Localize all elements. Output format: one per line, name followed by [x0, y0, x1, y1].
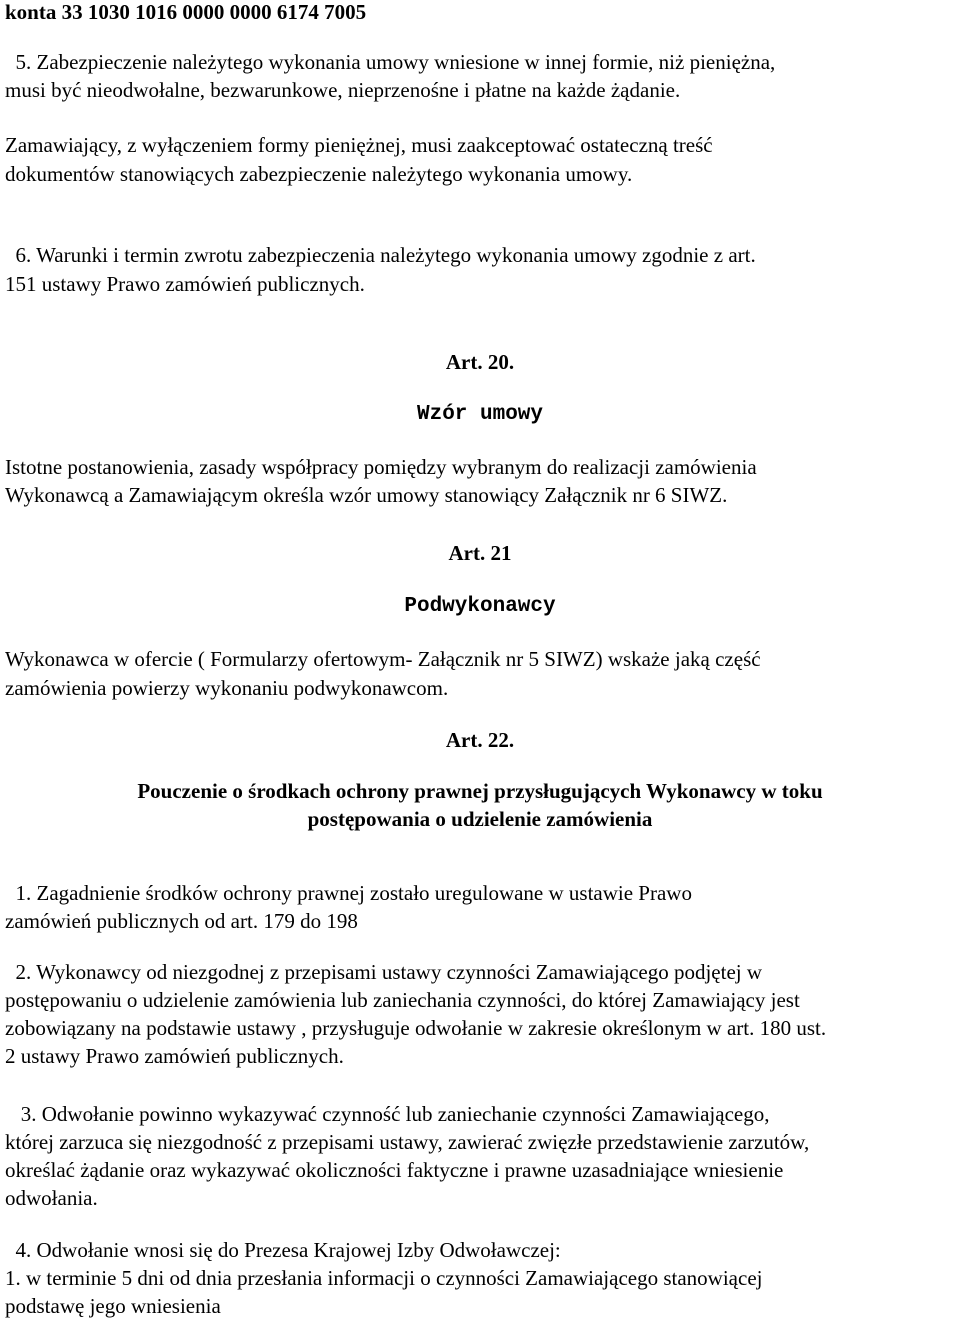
art-22-point-2-line-4: 2 ustawy Prawo zamówień publicznych.: [5, 1044, 344, 1068]
art-22-number: Art. 22.: [445, 728, 515, 752]
art-22-point-4-line-1: 4. Odwołanie wnosi się do Prezesa Krajowej Izby Odwoławczej:: [5, 1238, 561, 1262]
art-21-line-1: Wykonawca w ofercie ( Formularzy ofertowym- Załącznik nr 5 SIWZ) wskaże jaką część: [5, 647, 761, 671]
account-number-line: konta 33 1030 1016 0000 0000 6174 7005: [5, 0, 367, 24]
art-20-number: Art. 20.: [445, 350, 515, 374]
art-21-number: Art. 21: [448, 541, 512, 565]
art-20-title: Wzór umowy: [416, 403, 544, 426]
art-22-point-3-line-4: odwołania.: [5, 1186, 98, 1210]
point-6-line-1: 6. Warunki i termin zwrotu zabezpieczenia należytego wykonania umowy zgodnie z art.: [5, 243, 756, 267]
point-6-line-2: 151 ustawy Prawo zamówień publicznych.: [5, 272, 365, 296]
art-22-point-4-line-2: 1. w terminie 5 dni od dnia przesłania informacji o czynności Zamawiającego stanowiącej: [5, 1266, 763, 1290]
point-5-line-2: musi być nieodwołalne, bezwarunkowe, nieprzenośne i płatne na każde żądanie.: [5, 78, 681, 102]
art-22-point-3-line-1: 3. Odwołanie powinno wykazywać czynność lub zaniechanie czynności Zamawiającego,: [5, 1102, 770, 1126]
art-21-line-2: zamówienia powierzy wykonaniu podwykonawcom.: [5, 676, 449, 700]
art-22-title-line-2: postępowania o udzielenie zamówienia: [307, 807, 653, 831]
zamawiajacy-line-2: dokumentów stanowiących zabezpieczenie należytego wykonania umowy.: [5, 162, 633, 186]
art-22-point-2-line-3: zobowiązany na podstawie ustawy , przysługuje odwołanie w zakresie określonym w art. 180 ust.: [5, 1016, 827, 1040]
art-20-line-1: Istotne postanowienia, zasady współpracy pomiędzy wybranym do realizacji zamówienia: [5, 455, 757, 479]
point-5-line-1: 5. Zabezpieczenie należytego wykonania umowy wniesione w innej formie, niż pieniężna,: [5, 50, 776, 74]
art-22-point-2-line-2: postępowaniu o udzielenie zamówienia lub zaniechania czynności, do której Zamawiający jest: [5, 988, 800, 1012]
art-22-point-2-line-1: 2. Wykonawcy od niezgodnej z przepisami ustawy czynności Zamawiającego podjętej w: [5, 960, 763, 984]
art-22-point-4-line-3: podstawę jego wniesienia: [5, 1294, 221, 1318]
zamawiajacy-line-1: Zamawiający, z wyłączeniem formy pieniężnej, musi zaakceptować ostateczną treść: [5, 133, 713, 157]
art-20-line-2: Wykonawcą a Zamawiającym określa wzór umowy stanowiący Załącznik nr 6 SIWZ.: [5, 483, 728, 507]
art-22-point-1-line-2: zamówień publicznych od art. 179 do 198: [5, 909, 358, 933]
art-22-title-line-1: Pouczenie o środkach ochrony prawnej przysługujących Wykonawcy w toku: [137, 779, 823, 803]
art-22-point-3-line-2: której zarzuca się niezgodność z przepisami ustawy, zawierać zwięzłe przedstawienie zarzutów,: [5, 1130, 810, 1154]
art-22-point-1-line-1: 1. Zagadnienie środków ochrony prawnej zostało uregulowane w ustawie Prawo: [5, 881, 692, 905]
art-21-title: Podwykonawcy: [404, 595, 556, 618]
art-22-point-3-line-3: określać żądanie oraz wykazywać okoliczności faktyczne i prawne uzasadniające wniesienie: [5, 1158, 784, 1182]
